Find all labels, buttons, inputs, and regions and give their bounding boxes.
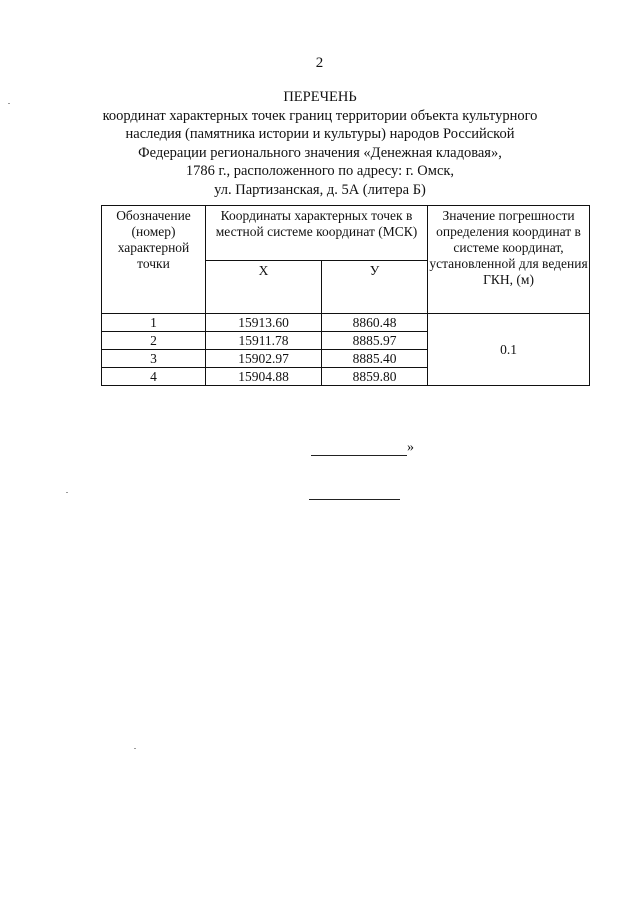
cell-y: 8885.97	[322, 332, 428, 350]
cell-x: 15902.97	[206, 350, 322, 368]
scan-speck	[8, 103, 10, 104]
cell-accuracy: 0.1	[428, 314, 590, 386]
scan-speck	[66, 492, 68, 493]
cell-x: 15911.78	[206, 332, 322, 350]
cell-y: 8885.40	[322, 350, 428, 368]
cell-point: 4	[102, 368, 206, 386]
cell-y: 8860.48	[322, 314, 428, 332]
closing-quote: »	[407, 440, 414, 455]
heading-line: Федерации регионального значения «Денежная кладовая»,	[138, 144, 502, 161]
heading-line: 1786 г., расположенного по адресу: г. Омск,	[185, 163, 455, 179]
cell-x: 15913.60	[206, 314, 322, 332]
table-row	[102, 314, 590, 332]
heading-title: ПЕРЕЧЕНЬ	[283, 89, 357, 105]
header-x: Х	[206, 261, 322, 314]
closing-underline	[311, 455, 407, 456]
page-number: 2	[315, 55, 324, 71]
cell-point: 3	[102, 350, 206, 368]
heading-line: координат характерных точек границ территории объекта культурного	[102, 107, 538, 124]
heading-line: ул. Партизанская, д. 5А (литера Б)	[214, 181, 426, 198]
document-heading	[100, 88, 540, 199]
coordinates-table	[101, 205, 590, 386]
header-accuracy: Значение погрешности определения координат в системе координат, установленной для ведения ГКН, (м)	[428, 206, 590, 314]
header-point: Обозначение (номер) характерной точки	[102, 206, 206, 314]
cell-y: 8859.80	[322, 368, 428, 386]
scan-speck	[134, 748, 136, 749]
cell-point: 2	[102, 332, 206, 350]
header-y: У	[322, 261, 428, 314]
heading-line: наследия (памятника истории и культуры) народов Российской	[125, 126, 515, 142]
header-coordinates: Координаты характерных точек в местной системе координат (МСК)	[206, 206, 428, 261]
cell-x: 15904.88	[206, 368, 322, 386]
cell-point: 1	[102, 314, 206, 332]
end-underline	[309, 499, 400, 500]
